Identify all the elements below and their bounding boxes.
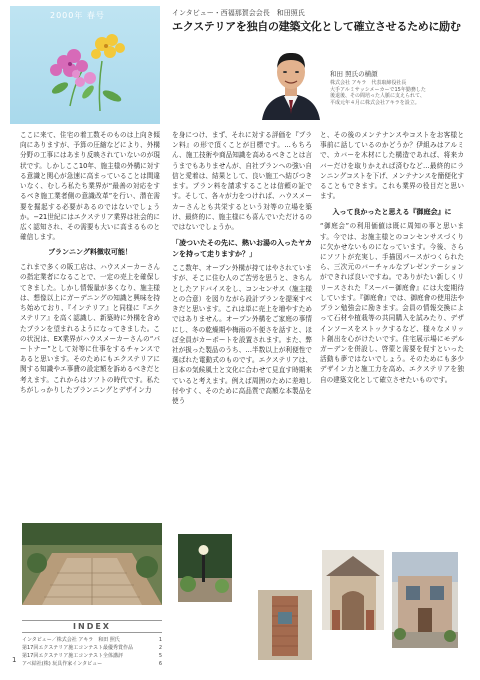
body-paragraph: と、その後のメンテナンスやコストをお客様と事前に話しているのかどうか？伊組みはアルミで、カバーを木材にした構造であれば、将来カバーだけを取りかえれば済むなど…最終的にランニングコストを下げ、メンテナンスを簡便化することもできます。これも業界の役目だと思います。 [320,131,465,201]
index-title: INDEX [22,620,162,633]
profile-line: 後退後、その間培った人脈に支えられて、 [330,93,425,100]
body-paragraph: これまで多くの販工店は、ハウスメーカーさんの指定業者になることで、一定の売上を確保してきました。しかし情報量が多くなり、施主様は、想像以上にガーデニングの知識と興味を持ち始めており、『インテリア』と同様に『エクステリア』を高く認識し、新築時に外構を含めたプランを望まれるようになってきました。この状況は、EX業界がハウスメーカーさんの“パートナー”として対等に仕事をするチャンスであると思います。そのためにもエクステリアに関する知識やエ事費の設定額を訴めるべきだと考えます。これからはソフトの時代です。私たちがしっかりしたプランニングとデザイン力 [20,263,160,394]
index-item-page: 1 [158,637,162,643]
index-item-label: 第17回エクステリア施工コンテスト最優秀賞作品 [22,645,134,651]
profile-line: 株式会社 アキラ 代表取締役社長 [330,79,407,86]
body-column-1 [20,130,160,397]
profile-name: 和田 照氏の横顔 [330,70,378,78]
issue-label: 2000年 春号 [50,11,105,20]
house-entrance-photo [322,550,384,630]
index-item-label: インタビュー／株式会社 アキラ 和田 照氏 [22,637,120,643]
index-item[interactable] [22,644,162,652]
index-item-label: アベ結社(株) 玩具作家インタビュー [22,661,103,667]
body-paragraph: ここに来て、住宅の着工数そのものは上向き傾向にありますが、予算の圧縮などにより、外構分野の工事にはあまり反映されていないのが現状です。しかしここ10年、施主様の外構に対する意識と関心が急速に高まっていることは間違いなく、むしろ私たち業界が“最善の対応をするべき施工業者側の意識改革”を行い、潜在需要を掘起する必要があるのではないでしょうか。−21世紀にはエクステリア業界は社会的に広く認知され、その需要も大いに高まるものと確信します。 [20,131,160,242]
index-item-label: 第17回エクステリア施工コンテスト全体講評 [22,653,124,659]
body-paragraph: を身につけ、まず、それに対する評価を『プラン料』の形で頂くことが目標です。…もちろん、施工技術や商品知識を高めるべきことは言うまでもありませんが、自社プランへの強い自信と愛着は、結果として、良い施工へ結びつきます。プラン料を請求することは信頼の証です。そして、各々が力をつければ、ハウスメーカーさんとも共栄するという対等の立場を築け、最終的に、施主様にも喜んでいただけるのではないでしょうか。 [172,131,312,231]
index-item-page: 6 [158,661,162,667]
cover-flower-image [10,6,160,124]
pull-quote: 「凌ついたその先に、熱いお湯の入ったヤカンを持って走りますか？」 [172,239,312,258]
house-exterior-photo [392,552,458,648]
profile-line: 平成元年４月に株式会社アキラを設立。 [330,100,420,107]
index-item[interactable] [22,636,162,644]
body-column-2 [172,130,312,408]
index-item-page: 5 [158,653,162,659]
interview-kicker: インタビュー・西福那賀会会長 和田照氏 [172,9,305,17]
page-number: 1 [12,656,17,664]
body-paragraph: “御庭会”の利用価値は既に周知の事と思います。今では、お施主様とのコンセンサスづくりに欠かせないものになっています。今後、さらにソフトが充実し、手描図パースがつくられたら、三次元のバーチャルなプレゼンテーションができれば良いですね。でありがたい新しくリリースされた『スーパー御庭會』には大変期待しています。『御庭會』では、御庭會の使用法やプラン勉強会に励きます。会員の情報交換によって石材や植栽等の共同購入を試みたり、デザインソースをストックするなど、様々なメリット創出を心がけたいです。住宅展示場にモデルガーデンを併設し、啓蒙と需要を促すといった活動も夢ではないでしょう。そのためにも多少デザイン力と施工力を高め、エクステリアを独自の建築文化として確立させたいものです。 [320,222,464,384]
index-item[interactable] [22,660,162,668]
profile-line: 大手アルミサッシメーカーで15年勤務した [330,86,426,93]
index-item-page: 2 [158,645,162,651]
section-heading-planning-fee: プランニング料徴収可能！ [48,248,132,257]
body-paragraph: ここ数年、オープン外構が持てはやされていますが、そこに住む人のご苦労を思うと、きちんとしたアドバイスをし、コンセンサス（施主様との合意）を図りながら設計プランを提案すべきだと思います。これは単に売上を増やすためではありません。オープン外構をご家庭の事情にし、冬の乾燥期や梅雨の不便さを話すと、ほぼ全員がカーポートを設置されます。また、弊社が扱った製品のうち、…半数以上が利便性で選ばれた電動式のものです。エクステリアは、日本の気候風土と文化に合わせて見直す時期来ていると考えます。例えば周囲のために差地し付やすく、そのために高品質で高額な本製品を使う [172,264,312,406]
brick-pillar-photo [258,590,312,660]
section-heading-oniwakai: 入って良かったと思える『御庭会』に [332,207,452,216]
index-item[interactable] [22,652,162,660]
flower-illustration [30,26,140,118]
interviewee-portrait [258,44,324,120]
index-box [22,620,162,668]
interviewee-profile [330,70,472,107]
body-column-3 [320,130,464,387]
garden-path-photo [22,523,162,605]
garden-lamp-photo [178,534,232,602]
article-headline: エクステリアを独自の建築文化として確立させるために励む [172,20,461,33]
